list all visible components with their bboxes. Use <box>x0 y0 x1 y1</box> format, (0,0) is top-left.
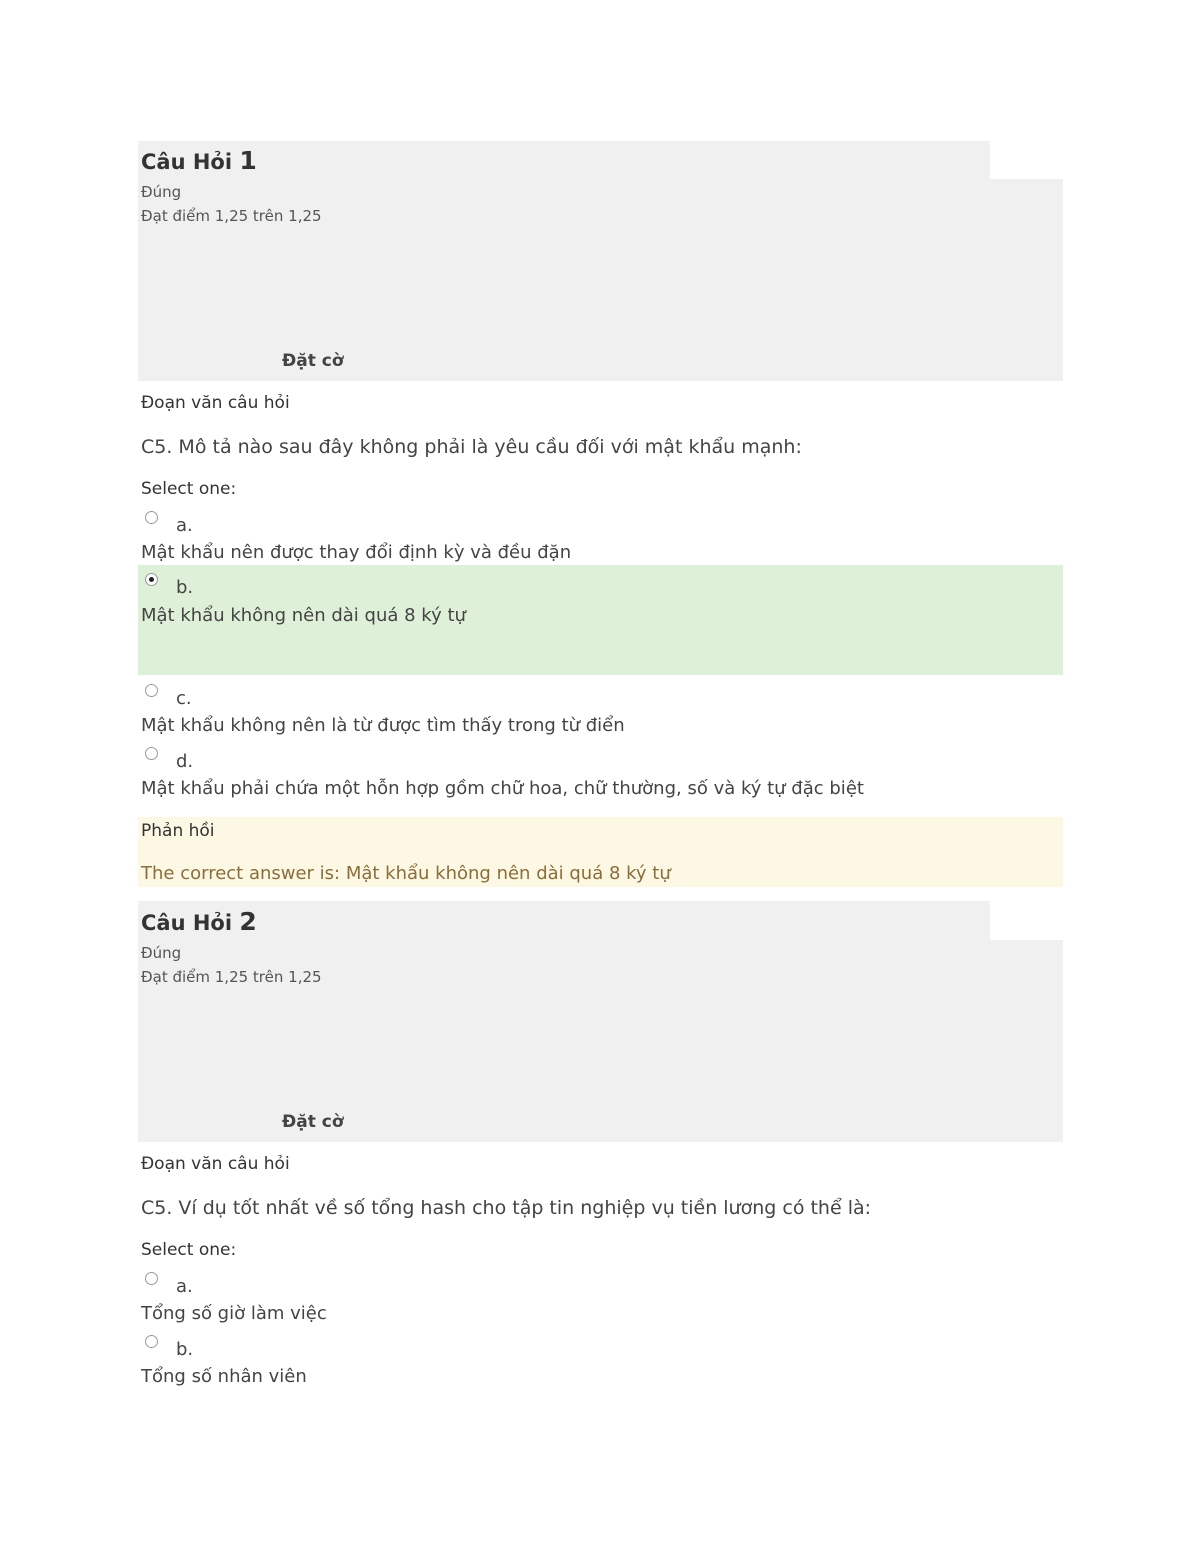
option-a-letter: a. <box>176 515 193 536</box>
option-d-radio[interactable] <box>145 747 158 760</box>
select-one-prompt: Select one: <box>141 479 237 499</box>
option-b-letter: b. <box>176 577 194 598</box>
option-a-text[interactable]: Mật khẩu nên được thay đổi định kỳ và đều đặn <box>141 542 572 563</box>
option-a-radio[interactable] <box>145 1272 158 1285</box>
question-text-label: Đoạn văn câu hỏi <box>141 393 290 413</box>
question-title-prefix: Câu Hỏi <box>141 911 233 935</box>
feedback-label: Phản hồi <box>141 821 215 841</box>
question-grade: Đạt điểm 1,25 trên 1,25 <box>141 207 322 225</box>
question-title <box>141 907 257 936</box>
option-b-radio[interactable] <box>145 573 158 586</box>
option-b-text[interactable]: Mật khẩu không nên dài quá 8 ký tự <box>141 605 466 626</box>
flag-question-button[interactable]: Đặt cờ <box>282 1112 344 1132</box>
option-c-radio[interactable] <box>145 684 158 697</box>
option-c-text[interactable]: Mật khẩu không nên là từ được tìm thấy trong từ điển <box>141 715 625 736</box>
question-number: 2 <box>239 907 257 936</box>
question-grade: Đạt điểm 1,25 trên 1,25 <box>141 968 322 986</box>
option-d-text[interactable]: Mật khẩu phải chứa một hỗn hợp gồm chữ hoa, chữ thường, số và ký tự đặc biệt <box>141 778 864 799</box>
question-text-label: Đoạn văn câu hỏi <box>141 1154 290 1174</box>
feedback-correct-answer: The correct answer is: Mật khẩu không nên dài quá 8 ký tự <box>141 863 671 884</box>
option-a-radio[interactable] <box>145 511 158 524</box>
option-a-letter: a. <box>176 1276 193 1297</box>
question-text: C5. Ví dụ tốt nhất về số tổng hash cho tập tin nghiệp vụ tiền lương có thể là: <box>141 1197 872 1219</box>
option-b-letter: b. <box>176 1339 194 1360</box>
option-d-letter: d. <box>176 751 194 772</box>
select-one-prompt: Select one: <box>141 1240 237 1260</box>
question-state: Đúng <box>141 183 182 201</box>
question-title-prefix: Câu Hỏi <box>141 150 233 174</box>
question-info-header <box>138 901 990 941</box>
question-number: 1 <box>239 146 257 175</box>
question-info-header <box>138 141 990 180</box>
question-title <box>141 146 257 175</box>
option-b-radio[interactable] <box>145 1335 158 1348</box>
option-c-letter: c. <box>176 688 192 709</box>
question-text: C5. Mô tả nào sau đây không phải là yêu cầu đối với mật khẩu mạnh: <box>141 436 802 458</box>
option-b-text[interactable]: Tổng số nhân viên <box>141 1366 307 1387</box>
option-a-text[interactable]: Tổng số giờ làm việc <box>141 1303 327 1324</box>
question-state: Đúng <box>141 944 182 962</box>
flag-question-button[interactable]: Đặt cờ <box>282 351 344 371</box>
